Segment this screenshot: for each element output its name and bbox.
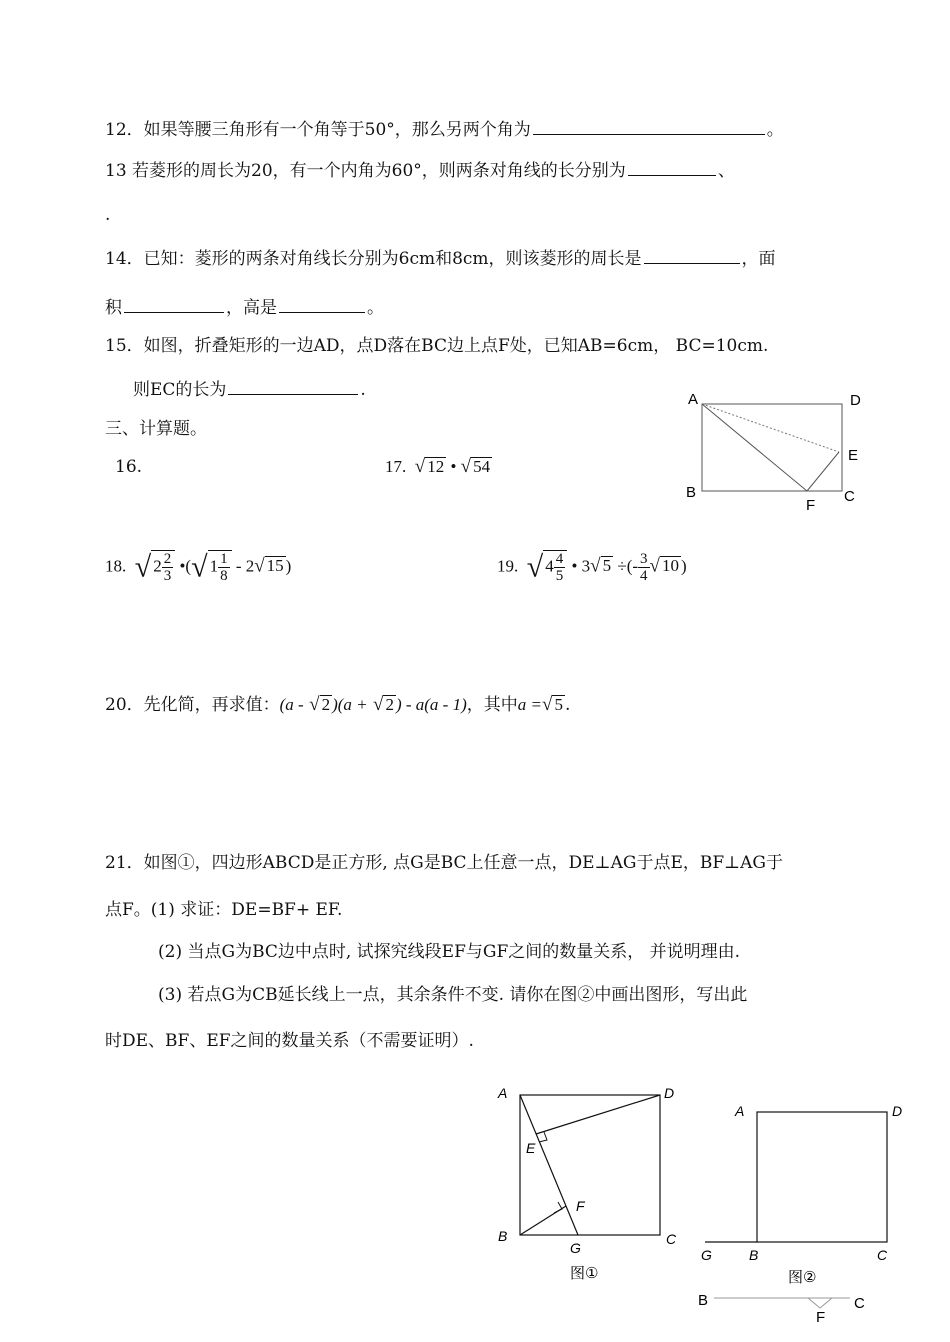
fig3-label-c: C [854, 1295, 865, 1312]
q14-area-blank[interactable] [124, 294, 224, 313]
q18-whole2: 1 [209, 556, 219, 576]
q19-coef: 3 [581, 556, 591, 576]
fig1-label-f: F [576, 1198, 585, 1214]
q13-continuation: . [105, 205, 111, 225]
fold-mark-f [808, 1298, 832, 1308]
q16-label: 16. [115, 457, 143, 477]
fig3-label-b: B [698, 1292, 709, 1309]
question-12 [105, 116, 784, 141]
q18-num2: 1 [220, 551, 228, 567]
line-ag [520, 1095, 578, 1235]
q18-whole: 2 [153, 556, 162, 576]
question-13 [105, 157, 735, 182]
q15-answer-blank[interactable] [228, 376, 358, 395]
rectangle-abcd [702, 404, 842, 491]
q14-text: 14．已知：菱形的两条对角线长分别为6cm和8cm，则该菱形的周长是 [105, 249, 642, 269]
q15-l2: 则EC的长为 [133, 380, 227, 400]
q20-cond: a = [517, 695, 542, 714]
q18-radicand: 15 [266, 556, 284, 576]
line-af [702, 404, 807, 491]
fig2-caption: 图② [788, 1269, 817, 1286]
fig3-label-f: F [816, 1309, 826, 1326]
q21-line4: (3) 若点G为CB延长线上一点，其余条件不变. 请你在图②中画出图形，写出此 [158, 985, 748, 1005]
q12-answer-blank[interactable] [533, 116, 765, 135]
q20-text: 20．先化简，再求值： [105, 695, 280, 715]
q18-num: 2 [163, 551, 172, 567]
q14-mid: ，面 [741, 249, 776, 269]
q19-whole: 4 [545, 556, 554, 576]
q18-coef: 2 [245, 556, 255, 576]
fold-rectangle-figure [680, 386, 870, 516]
q19-den2: 4 [640, 568, 648, 584]
q19-label: 19. [497, 556, 519, 576]
q18-label: 18. [105, 556, 127, 576]
q20-r2: 2 [385, 695, 394, 714]
square-abcd-2 [757, 1112, 887, 1242]
q19-radicand: 5 [602, 556, 612, 576]
q12-end: 。 [766, 120, 784, 140]
q19-dot: • [571, 556, 578, 576]
right-angle-e [539, 1132, 547, 1142]
fragment-figure-bfc [692, 1286, 882, 1326]
square-abcd [520, 1095, 660, 1235]
fig1-label-b: B [498, 1228, 508, 1244]
right-angle-f [554, 1202, 562, 1213]
q14-end: 。 [367, 298, 384, 318]
q19-num: 4 [555, 551, 564, 567]
q17-expression: 17. √ 12 • √ 54 [385, 456, 491, 477]
q20-mid: ，其中 [466, 695, 518, 715]
q20-r3: 5 [554, 695, 563, 714]
q21-line3: (2) 当点G为BC边中点时, 试探究线段EF与GF之间的数量关系， 并说明理由. [158, 942, 741, 962]
q18-den2: 8 [220, 568, 228, 584]
q17-radicand-a: 12 [427, 457, 445, 476]
q20-expr-c: ) - a(a - 1) [395, 695, 467, 714]
q14-perimeter-blank[interactable] [644, 245, 740, 264]
square-figure-1 [490, 1078, 690, 1288]
fig1-label-d: D [664, 1085, 675, 1101]
fig15-label-d: D [850, 392, 861, 409]
line-de [536, 1095, 660, 1134]
question-14 [105, 245, 776, 270]
q14-l2b: ，高是 [226, 298, 277, 318]
fig2-label-d: D [892, 1103, 903, 1119]
fig1-label-a: A [498, 1085, 508, 1101]
q21-line1: 21．如图①，四边形ABCD是正方形, 点G是BC上任意一点，DE⊥AG于点E，BF⊥AG于 [105, 853, 783, 873]
fig15-label-c: C [844, 488, 855, 505]
question-15: 15．如图，折叠矩形的一边AD，点D落在BC边上点F处，已知AB=6cm， BC=10cm. [105, 336, 769, 356]
fig15-label-a: A [688, 391, 699, 408]
q20-expr-a: (a - [279, 695, 304, 714]
line-fe [807, 452, 839, 491]
q18-minus: - [235, 556, 242, 576]
fig1-label-e: E [526, 1140, 536, 1156]
fig1-label-c: C [666, 1231, 677, 1247]
q19-radicand2: 10 [661, 556, 679, 576]
fig1-label-g: G [570, 1240, 581, 1256]
question-20: 20．先化简，再求值：(a - √ 2 )(a + √ 2 ) - a(a - 1)，其中a =√ 5 . [105, 694, 571, 715]
q18-expression: 18. √ 2 $\frac{2}{3}$ •(√ 1 $\frac{1}{8}$ - 2√ 15 ) [105, 550, 292, 584]
q15-end: . [360, 380, 366, 400]
fig2-label-c: C [877, 1247, 888, 1263]
fig15-label-e: E [848, 447, 859, 464]
q19-num2: 3 [640, 551, 648, 567]
section-3-heading: 三、计算题。 [105, 419, 207, 439]
q13-end: 、 [717, 161, 735, 181]
q13-text: 13 若菱形的周长为20，有一个内角为60°，则两条对角线的长分别为 [105, 161, 626, 181]
q18-dot: • [179, 556, 186, 576]
fig2-label-a: A [735, 1103, 745, 1119]
q20-expr-b: )(a + [332, 695, 368, 714]
fig1-caption: 图① [570, 1265, 599, 1282]
q21-line5: 时DE、BF、EF之间的数量关系（不需要证明）. [105, 1031, 474, 1051]
q19-expression: 19. √ 4 $\frac{4}{5}$ • 3√ 5 ÷(- $\frac{3}{4}$ √ 10 ) [497, 550, 687, 584]
fig15-label-f: F [806, 497, 816, 514]
q20-end: . [564, 695, 571, 715]
q12-text: 12．如果等腰三角形有一个角等于50°，那么另两个角为 [105, 120, 531, 140]
q17-radicand-b: 54 [473, 457, 491, 476]
q13-answer-blank[interactable] [628, 157, 716, 176]
question-14-line2 [105, 294, 384, 319]
question-15-line2 [133, 376, 366, 401]
q17-dot: • [450, 457, 457, 476]
fig15-label-b: B [686, 484, 697, 501]
q19-divide: ÷(- [617, 556, 639, 576]
q20-r1: 2 [321, 695, 331, 714]
q21-line2: 点F。(1) 求证：DE=BF+ EF. [105, 900, 343, 920]
fold-line-ae [702, 404, 839, 452]
q14-l2a: 积 [105, 298, 122, 318]
q19-den: 5 [555, 568, 564, 584]
square-figure-2 [695, 1100, 920, 1290]
fig2-label-b: B [749, 1247, 759, 1263]
q17-label: 17. [385, 457, 407, 476]
q14-height-blank[interactable] [279, 294, 365, 313]
q18-den: 3 [163, 568, 172, 584]
fig2-label-g: G [701, 1247, 712, 1263]
